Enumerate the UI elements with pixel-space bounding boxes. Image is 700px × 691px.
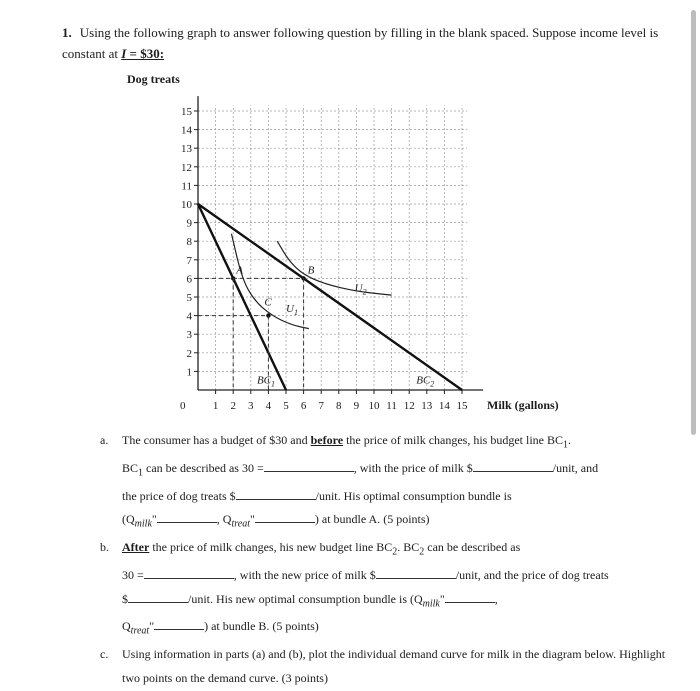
x-tick-label: 2 xyxy=(230,400,236,412)
y-tick-label: 8 xyxy=(186,236,192,249)
y-axis-title: Dog treats xyxy=(127,72,180,86)
x-tick-label: 12 xyxy=(403,400,415,412)
y-tick-label: 4 xyxy=(186,310,192,323)
y-tick-label: 12 xyxy=(181,161,192,174)
y-tick-label: 7 xyxy=(186,254,192,267)
answer-blank[interactable] xyxy=(473,458,553,472)
x-tick-label: 14 xyxy=(438,400,450,412)
part-a: a. The consumer has a budget of $30 and before the price of milk changes, his budget line $BC_1$. $BC_1$ can be described as 30 = , with the price of milk $ /unit, and the price of dog treats $ /unit. His optimal consumption bundle is ($Q_{milk}$" , $Q_{treat}$" ) at bundle A. (5 points) xyxy=(100,429,670,536)
x-tick-label: 15 xyxy=(456,400,468,412)
x-tick-label: 7 xyxy=(318,400,324,412)
point-label-c: C xyxy=(264,296,272,309)
part-b-letter: b. xyxy=(100,540,109,555)
question-intro: Using the following graph to answer following question by filling in the blank spaced. Suppose income level is constant at xyxy=(62,25,659,61)
point-label-b: B xyxy=(307,264,315,277)
indifference-curve-u2 xyxy=(277,241,391,295)
answer-blank[interactable] xyxy=(376,565,456,579)
answer-blank[interactable] xyxy=(144,565,234,579)
x-tick-label: 5 xyxy=(283,400,289,412)
y-tick-label: 9 xyxy=(186,217,192,230)
x-tick-label: 6 xyxy=(300,400,307,412)
y-tick-label: 3 xyxy=(186,329,192,342)
y-tick-label: 1 xyxy=(186,366,192,379)
part-a-letter: a. xyxy=(100,433,109,447)
before-emphasis: before xyxy=(310,433,344,447)
y-tick-label: 13 xyxy=(181,143,192,156)
x-axis-title: Milk (gallons) xyxy=(487,398,559,412)
x-tick-label: 1 xyxy=(212,400,219,412)
part-b: b. After the price of milk changes, his new budget line $BC_2$. $BC_2$ can be described as 30 = , with the new price of milk $ /unit, and the price of dog treats $ /unit. His new optimal consumption bundle is ($Q_{milk}$" , $Q_{treat}$" ) at bundle B. (5 points) xyxy=(100,536,670,643)
part-c-letter: c. xyxy=(100,647,109,662)
x-tick-label: 10 xyxy=(368,400,380,412)
answer-blank[interactable] xyxy=(236,486,316,500)
answer-blank[interactable] xyxy=(154,616,204,630)
x-tick-label: 13 xyxy=(421,400,433,412)
y-tick-label: 10 xyxy=(181,199,192,211)
answer-blank[interactable] xyxy=(264,458,354,472)
y-tick-label: 6 xyxy=(186,273,192,286)
answer-blank[interactable] xyxy=(445,589,495,603)
answer-blank[interactable] xyxy=(255,509,315,523)
after-emphasis: After xyxy=(122,540,150,555)
chart-axes xyxy=(198,96,483,390)
x-tick-label: 11 xyxy=(386,400,397,412)
part-c: c. Using information in parts (a) and (b), plot the individual demand curve for milk in the diagram below. Highlight two points on the demand curve. (3 points) xyxy=(100,643,670,690)
question-number: 1. xyxy=(62,25,72,40)
chart-grid xyxy=(198,105,467,390)
annotation-bc1: $BC_1$ xyxy=(256,374,276,389)
annotation-u2: $U_2$ xyxy=(354,282,367,297)
x-tick-label: 3 xyxy=(248,400,254,412)
question-parts xyxy=(100,429,670,690)
x-tick-label: 4 xyxy=(265,400,272,412)
y-tick-label: 2 xyxy=(186,347,192,360)
y-tick-label: 15 xyxy=(181,106,192,118)
annotation-bc2: $BC_2$ xyxy=(416,374,435,389)
point-label-a: A xyxy=(236,264,243,277)
x-tick-label: 9 xyxy=(353,400,360,412)
annotation-u1: $U_1$ xyxy=(286,302,298,317)
income-variable: I = $30: xyxy=(121,46,165,61)
origin-label: 0 xyxy=(180,400,186,412)
answer-blank[interactable] xyxy=(157,509,217,523)
answer-blank[interactable] xyxy=(128,589,188,603)
y-tick-label: 11 xyxy=(181,180,192,193)
y-tick-label: 14 xyxy=(181,124,192,137)
x-tick-label: 8 xyxy=(336,400,342,412)
y-tick-label: 5 xyxy=(186,292,192,304)
